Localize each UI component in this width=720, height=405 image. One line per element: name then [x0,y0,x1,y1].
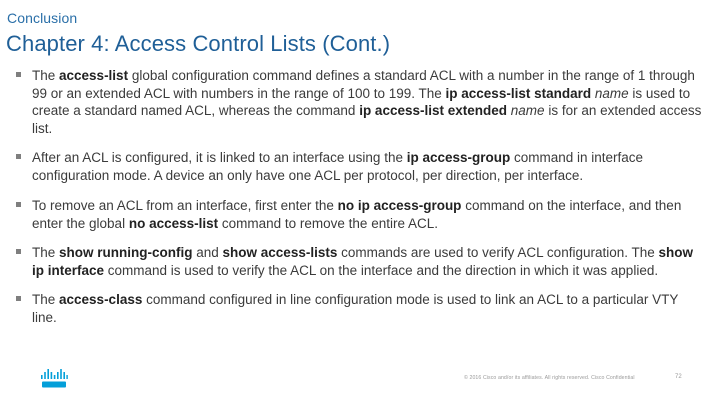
bullet-text [32,150,643,183]
command-keyword: show access-lists [222,245,338,260]
command-keyword: show running-config [59,245,193,260]
command-keyword: no ip access-group [337,198,462,213]
text-run: global configuration command defines a standard ACL with a number in the range of 1 through 99 or an extended ACL with numbers in the range of 100 to 199. The [32,68,695,101]
text-run: The [32,68,60,83]
text-run: The [32,292,60,307]
text-run: command is used to verify the ACL on the interface and the direction in which it was applied. [104,262,659,278]
text-run: After an ACL is configured, it is linked to an interface using the [32,150,407,165]
command-keyword: access-list [59,68,129,83]
command-keyword: show ip interface [32,245,694,278]
bullet-marker-icon [16,296,21,301]
text-run: command in interface configuration mode. A device an only have one ACL per protocol, per direction, per interface. [32,150,644,183]
placeholder-term: name [594,85,629,101]
bullet-marker-icon [16,154,21,159]
bullet-item [14,291,704,326]
bullet-item [14,149,704,184]
bullet-list [14,67,704,326]
section-label: Conclusion [7,10,78,26]
command-keyword: ip access-group [406,150,511,165]
command-keyword: access-class [59,292,143,307]
command-keyword: ip access-list standard [445,85,592,101]
cisco-logo-icon [40,369,68,389]
bullet-text [32,245,693,278]
command-keyword: ip access-list extended [359,103,508,118]
bullet-marker-icon [16,72,21,77]
bullet-text [32,68,701,136]
text-run: command configured in line configuration mode is used to link an ACL to a particular VTY line. [32,292,679,325]
text-run: is for an extended access list. [32,103,702,136]
bullet-marker-icon [16,249,21,254]
page-number: 72 [675,374,682,380]
slide-title: Chapter 4: Access Control Lists (Cont.) [6,31,391,56]
bullet-item [14,244,704,279]
text-run: command on the interface, and then enter the global [32,198,682,231]
bullet-item [14,67,704,137]
text-run: and [192,245,223,260]
copyright-footer: © 2016 Cisco and/or its affiliates. All rights reserved. Cisco Confidential [464,375,635,381]
placeholder-term: name [510,103,545,118]
text-run: command to remove the entire ACL. [218,215,438,231]
bullet-item [14,197,704,232]
bullet-text [32,198,681,231]
bullet-text [32,292,678,325]
command-keyword: no access-list [128,215,219,231]
bullet-marker-icon [16,202,21,207]
text-run: To remove an ACL from an interface, first enter the [32,198,338,213]
text-run: The [32,245,60,260]
text-run: commands are used to verify ACL configuration. The [337,245,659,260]
text-run: is used to create a standard named ACL, whereas the command [32,85,691,118]
